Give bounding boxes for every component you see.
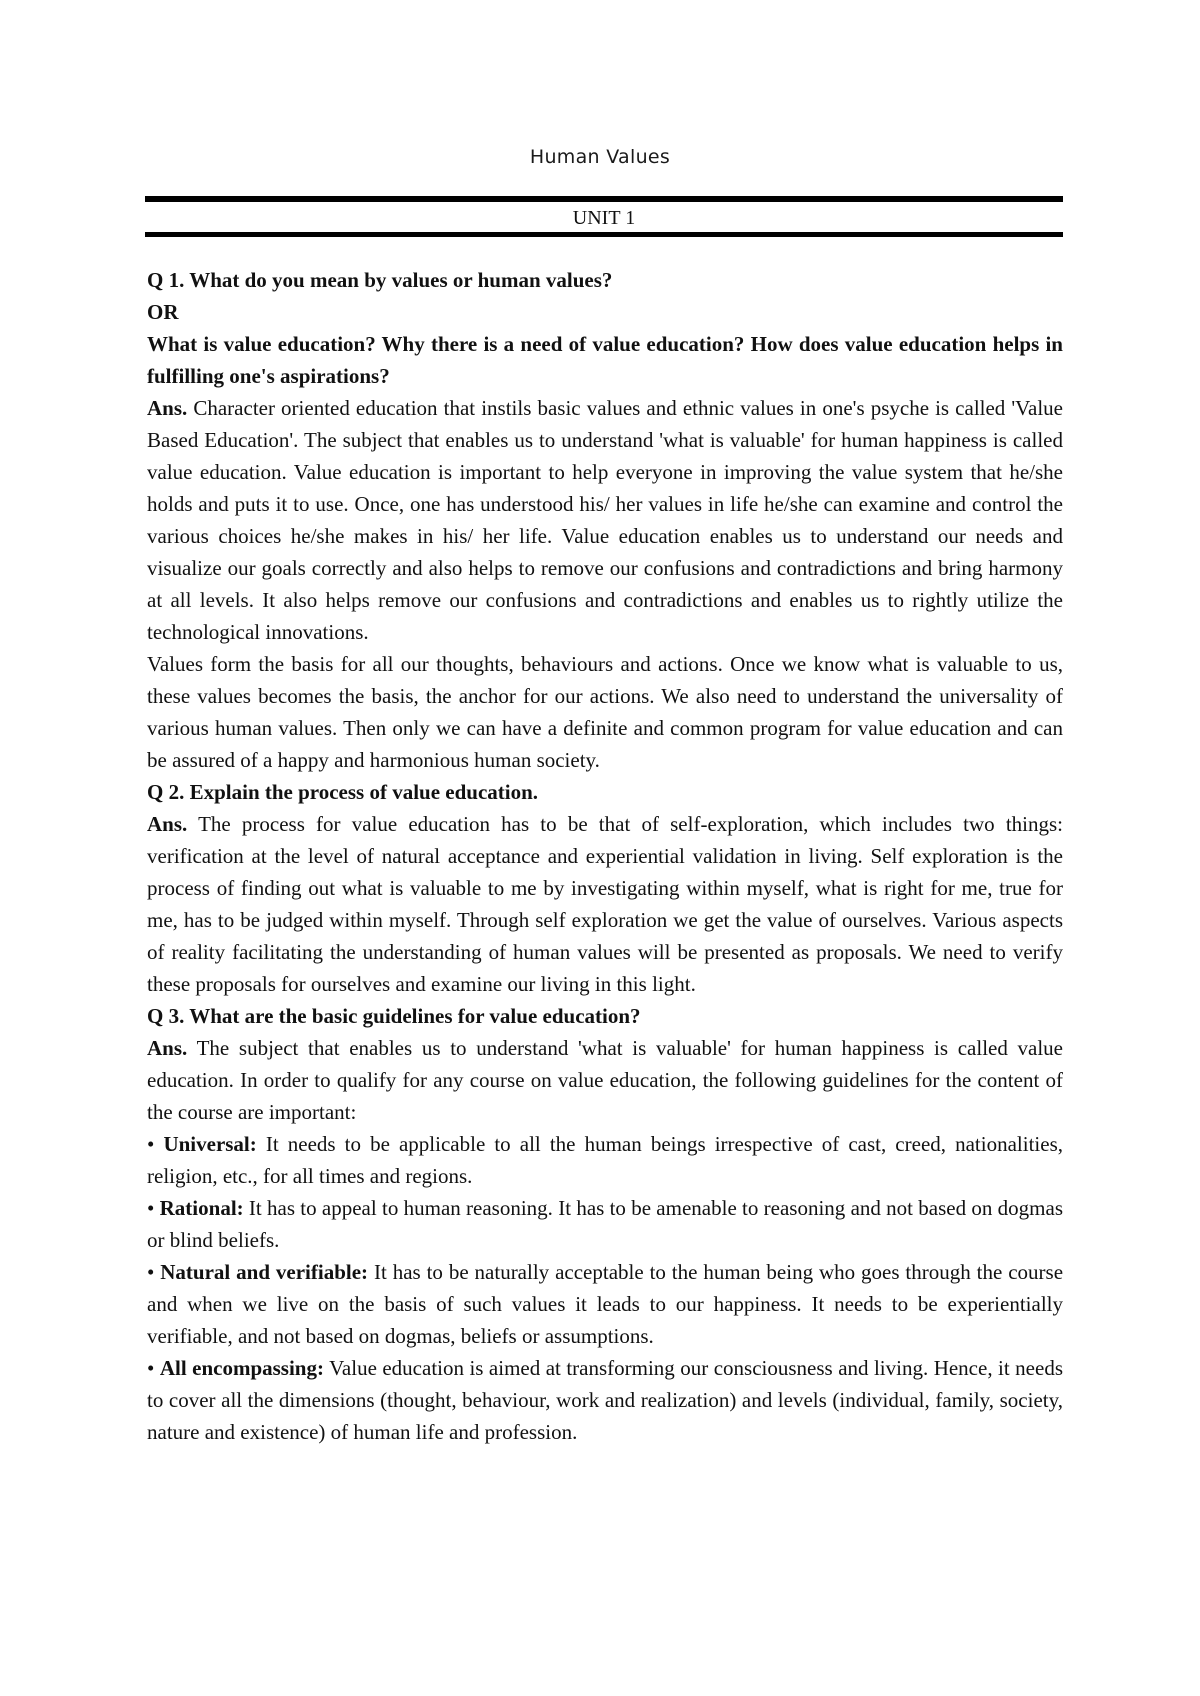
guideline-text: Value education is aimed at transforming our consciousness and living. Hence, it needs to cover all the dimensions (thought, behaviour, work and realization) and levels (individual, family, society, nature and existence) of human life and profession. <box>147 1356 1063 1444</box>
answer-label: Ans. <box>147 396 188 420</box>
guideline-term: Natural and verifiable: <box>160 1260 369 1284</box>
bottom-rule <box>145 232 1063 237</box>
answer-1-paragraph-2: Values form the basis for all our thoughts, behaviours and actions. Once we know what is valuable to us, these values becomes the basis, the anchor for our actions. We also need to understand the universality of various human values. Then only we can have a definite and common program for value education and can be assured of a happy and harmonious human society. <box>147 652 1063 772</box>
question-1a: Q 1. What do you mean by values or human values? <box>147 268 613 292</box>
question-3: Q 3. What are the basic guidelines for value education? <box>147 1004 641 1028</box>
bullet-symbol: • <box>147 1196 160 1220</box>
guideline-universal <box>147 1128 1063 1192</box>
answer-label: Ans. <box>147 812 188 836</box>
question-2: Q 2. Explain the process of value education. <box>147 780 539 804</box>
answer-text: Character oriented education that instils basic values and ethnic values in one's psyche is called 'Value Based Education'. The subject that enables us to understand 'what is valuable' for human happiness is called value education. Value education is important to help everyone in improving the value system that he/she holds and puts it to use. Once, one has understood his/ her values in life he/she can examine and control the various choices he/she makes in his/ her life. Value education enables us to understand our needs and visualize our goals correctly and also helps to remove our confusions and contradictions and bring harmony at all levels. It also helps remove our confusions and contradictions and enables us to rightly utilize the technological innovations. <box>147 396 1063 644</box>
guideline-term: Universal: <box>163 1132 257 1156</box>
guideline-text: It has to appeal to human reasoning. It has to be amenable to reasoning and not based on dogmas or blind beliefs. <box>147 1196 1063 1252</box>
running-header: Human Values <box>529 146 671 168</box>
unit-title: UNIT 1 <box>572 207 636 229</box>
guideline-all-encompassing <box>147 1352 1063 1448</box>
bullet-symbol: • <box>147 1260 161 1284</box>
answer-text: The process for value education has to be that of self-exploration, which includes two things: verification at the level of natural acceptance and experiential validation in living. Self exploration is the process of finding out what is valuable to me by investigating within myself, what is right for me, true for me, has to be judged within myself. Through self exploration we get the value of ourselves. Various aspects of reality facilitating the understanding of human values will be presented as proposals. We need to verify these proposals for ourselves and examine our living in this light. <box>147 812 1063 996</box>
bullet-symbol: • <box>147 1356 160 1380</box>
top-rule <box>145 196 1063 202</box>
guideline-term: All encompassing: <box>159 1356 324 1380</box>
or-separator: OR <box>147 300 179 324</box>
guideline-rational <box>147 1192 1063 1256</box>
answer-2 <box>147 808 1063 1000</box>
question-1b: What is value education? Why there is a need of value education? How does value education helps in fulfilling one's aspirations? <box>147 332 1063 388</box>
guideline-text: It has to be naturally acceptable to the human being who goes through the course and when we live on the basis of such values it leads to our happiness. It needs to be experientially verifiable, and not based on dogmas, beliefs or assumptions. <box>147 1260 1064 1348</box>
answer-label: Ans. <box>147 1036 188 1060</box>
document-body <box>147 264 1063 1448</box>
answer-1 <box>147 392 1063 648</box>
bullet-symbol: • <box>147 1132 164 1156</box>
answer-text: The subject that enables us to understand 'what is valuable' for human happiness is called value education. In order to qualify for any course on value education, the following guidelines for the content of the course are important: <box>147 1036 1063 1124</box>
guideline-natural-verifiable <box>147 1256 1063 1352</box>
guideline-term: Rational: <box>159 1196 244 1220</box>
guideline-text: It needs to be applicable to all the human beings irrespective of cast, creed, nationalities, religion, etc., for all times and regions. <box>147 1132 1063 1188</box>
answer-3 <box>147 1032 1063 1128</box>
